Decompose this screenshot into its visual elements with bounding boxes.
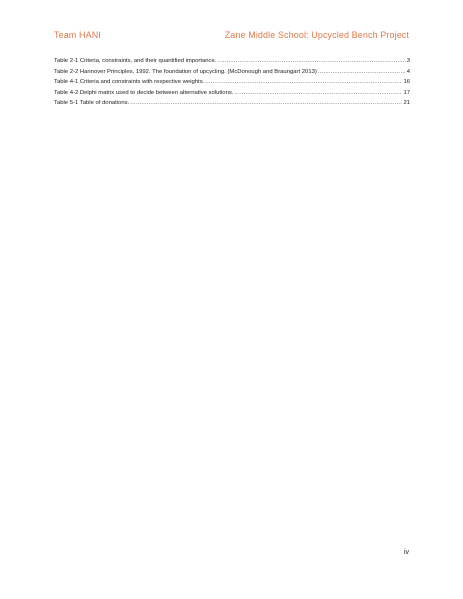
toc-leader-dots bbox=[318, 67, 406, 78]
toc-leader-dots bbox=[217, 56, 405, 67]
toc-entry-page: 4 bbox=[406, 68, 410, 75]
toc-entry-page: 3 bbox=[406, 58, 410, 64]
toc-entry-title: Table 2-2 Hannover Principles, 1992. The foundation of upcycling. (McDonough and Braungart 2013) bbox=[54, 68, 317, 75]
toc-entry-title: Table 4-2 Delphi matrix used to decide between alternative solutions. bbox=[54, 89, 234, 96]
toc-leader-dots bbox=[234, 88, 402, 99]
toc-entry-title: Table 2-1 Criteria, constraints, and their quantified importance. bbox=[54, 58, 217, 64]
toc-entry-page: 21 bbox=[403, 100, 410, 106]
page-number: iv bbox=[403, 549, 409, 556]
header-project-title: Zane Middle School: Upcycled Bench Project bbox=[224, 30, 409, 40]
header-team-name: Team HANI bbox=[54, 30, 101, 40]
toc-entry[interactable] bbox=[54, 98, 410, 109]
toc-leader-dots bbox=[205, 77, 402, 88]
toc-entry-page: 17 bbox=[403, 89, 410, 96]
toc-entry-title: Table 4-1 Criteria and constraints with respective weights. bbox=[54, 79, 205, 85]
toc-leader-dots bbox=[130, 98, 402, 109]
toc-entry[interactable] bbox=[54, 67, 410, 78]
toc-entry[interactable] bbox=[54, 77, 410, 88]
toc-entry[interactable] bbox=[54, 88, 410, 99]
toc-entry[interactable] bbox=[54, 56, 410, 67]
toc-entry-page: 16 bbox=[403, 79, 410, 85]
toc-entry-title: Table 5-1 Table of donations. bbox=[54, 100, 130, 106]
list-of-tables bbox=[54, 56, 410, 109]
page-header bbox=[54, 28, 409, 42]
